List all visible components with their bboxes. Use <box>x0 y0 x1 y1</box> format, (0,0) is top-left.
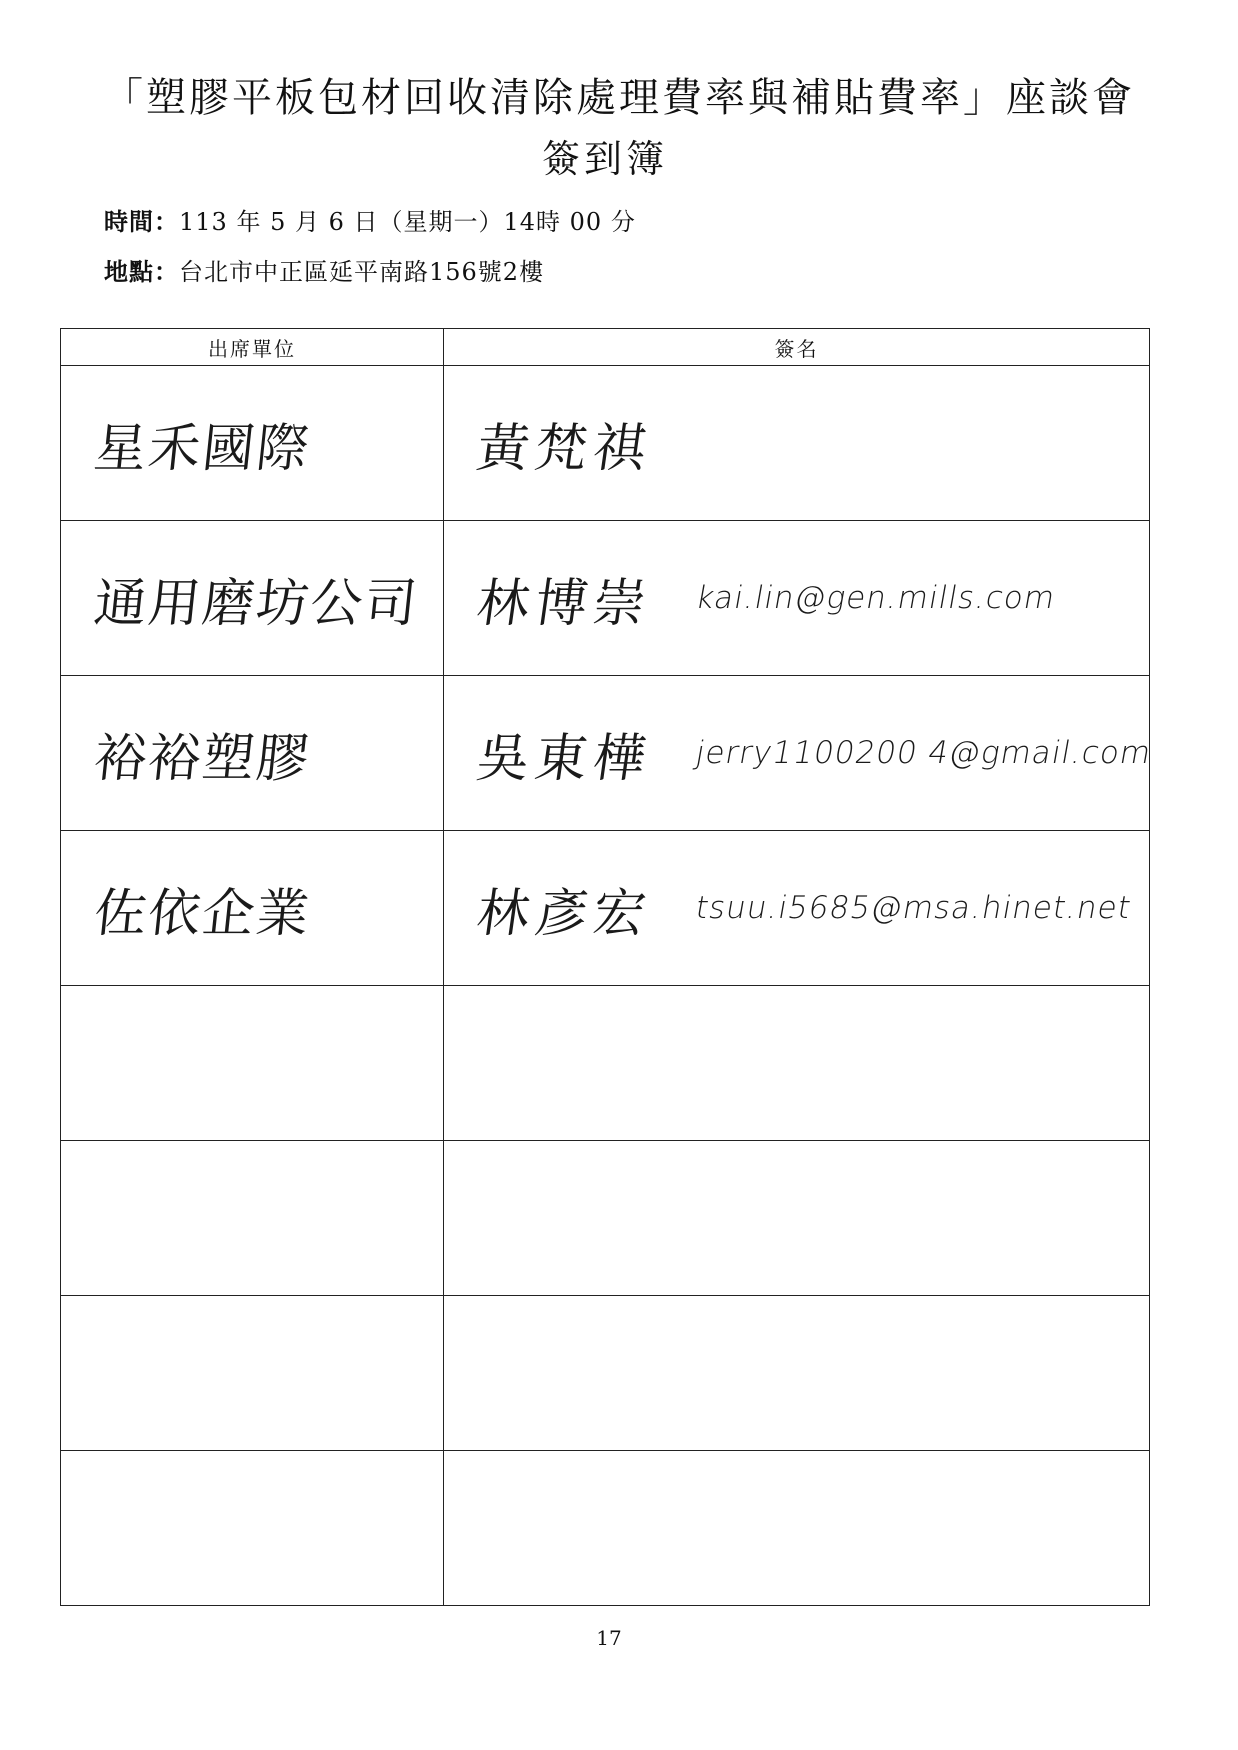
attendance-table <box>60 328 1155 1606</box>
column-header-organization: 出席單位 <box>61 329 444 366</box>
signature-name: 林彥宏 <box>473 883 656 944</box>
organization-cell <box>61 1296 444 1451</box>
column-header-signature: 簽名 <box>444 329 1150 366</box>
organization-cell <box>61 831 444 986</box>
table-row <box>61 676 1150 831</box>
table-row <box>61 521 1150 676</box>
signature-cell <box>444 831 1150 986</box>
page-number: 17 <box>596 1626 622 1650</box>
meeting-place <box>104 252 544 287</box>
meeting-time <box>104 202 636 237</box>
table-row <box>61 1451 1150 1606</box>
signature-cell <box>444 1141 1150 1296</box>
table-row <box>61 1141 1150 1296</box>
place-label: 地點： <box>104 257 179 286</box>
place-value: 台北市中正區延平南路156號2樓 <box>179 258 545 286</box>
signature-cell <box>444 1451 1150 1606</box>
organization-cell <box>61 1141 444 1296</box>
signature-cell <box>444 366 1150 521</box>
organization-cell <box>61 366 444 521</box>
signature-cell <box>444 521 1150 676</box>
signature-cell <box>444 986 1150 1141</box>
time-value: 113 年 5 月 6 日（星期一）14時 00 分 <box>179 208 636 236</box>
organization-handwriting: 通用磨坊公司 <box>91 573 422 634</box>
document-title: 「塑膠平板包材回收清除處理費率與補貼費率」座談會 <box>103 75 1135 121</box>
document-subtitle: 簽到簿 <box>541 137 668 181</box>
organization-handwriting: 裕裕塑膠 <box>91 728 314 789</box>
signature-email: kai.lin@gen.mills.com <box>692 580 1059 616</box>
signature-email: tsuu.i5685@msa.hinet.net <box>692 890 1135 926</box>
organization-cell <box>61 1451 444 1606</box>
signature-email: jerry1100200 4@gmail.com <box>692 735 1155 771</box>
organization-cell <box>61 986 444 1141</box>
signature-cell <box>444 676 1155 831</box>
time-label: 時間： <box>104 207 179 236</box>
signature-cell <box>444 1296 1150 1451</box>
table-row <box>61 986 1150 1141</box>
table-header-row <box>61 329 1150 366</box>
organization-handwriting: 佐依企業 <box>91 883 314 944</box>
signature-name: 林博崇 <box>473 573 656 634</box>
signature-name: 吳東樺 <box>473 728 656 789</box>
organization-cell <box>61 521 444 676</box>
table-row <box>61 366 1150 521</box>
signature-name: 黃梵祺 <box>473 418 656 479</box>
table-row <box>61 1296 1150 1451</box>
organization-handwriting: 星禾國際 <box>91 418 314 479</box>
table-row <box>61 831 1150 986</box>
organization-cell <box>61 676 444 831</box>
